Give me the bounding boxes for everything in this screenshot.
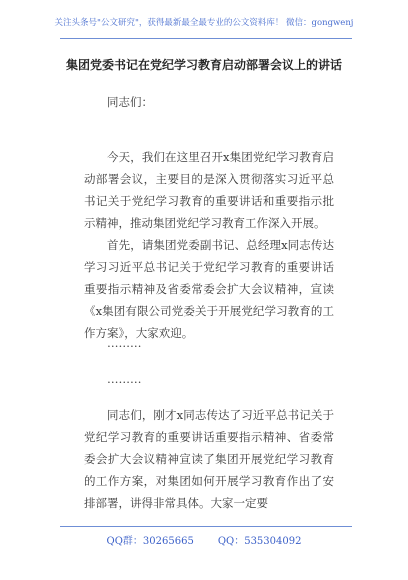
paragraph-3: 同志们，刚才x同志传达了习近平总书记关于党纪学习教育的重要讲话重要指示精神、省委常委会扩大会议精神宣读了集团开展党纪学习教育的工作方案，对集团如何开展学习教育作出了安排部署，讲得非常具体。大家一定要 <box>84 408 334 510</box>
footer-qq: QQ：535304092 <box>217 536 302 547</box>
document-title: 集团党委书记在党纪学习教育启动部署会议上的讲话 <box>65 58 342 72</box>
footer-divider <box>60 526 352 527</box>
ellipsis-1: ……… <box>107 336 142 350</box>
ellipsis-2: ……… <box>107 372 142 386</box>
paragraph-2: 首先，请集团党委副书记、总经理x同志传达学习习近平总书记关于党纪学习教育的重要讲话重要指示精神及省委常委会扩大会议精神，宣读《x集团有限公司党委关于开展党纪学习教育的工作方案》，大家欢迎。 <box>84 238 334 340</box>
paragraph-1: 今天，我们在这里召开x集团党纪学习教育启动部署会议，主要目的是深入贯彻落实习近平总书记关于党纪学习教育的重要讲话和重要指示批示精神，推动集团党纪学习教育工作深入开展。 <box>84 150 334 230</box>
footer <box>0 532 408 547</box>
footer-qq-group: QQ群：30265665 <box>106 536 194 547</box>
header-divider <box>60 38 352 39</box>
salutation: 同志们： <box>107 95 153 109</box>
header-note: 关注头条号"公文研究"，获得最新最全最专业的公文资料库！ 微信：gongwenj <box>54 18 354 28</box>
